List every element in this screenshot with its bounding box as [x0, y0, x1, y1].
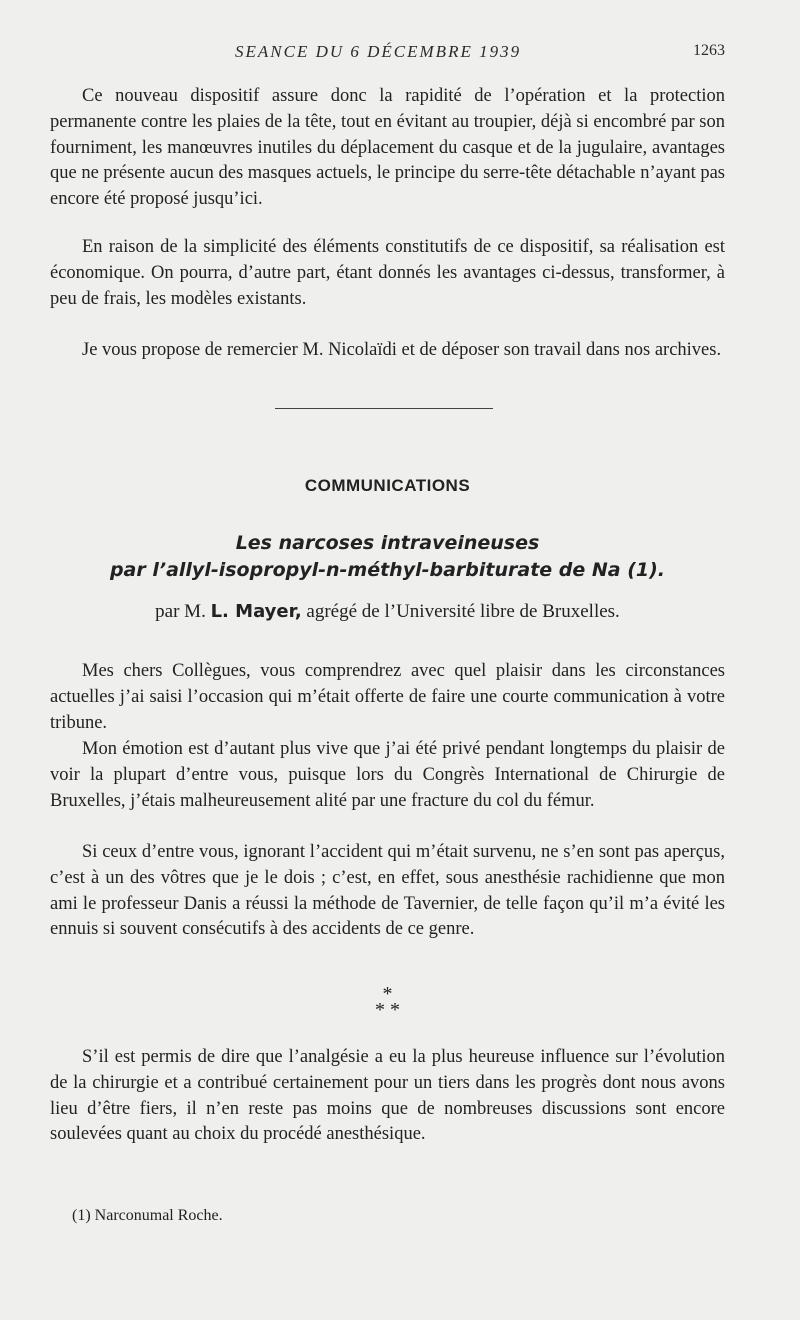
- paragraph-dispositif: Ce nouveau dispositif assure donc la rapidité de l’opération et la protection permanente contre les plaies de la tête, tout en évitant au troupier, déjà si encombré par son fourniment, les manœuvres inutiles du déplacement du casque et de la jugulaire, avantages que ne présente aucun des masques actuels, le principe du serre-tête détachable n’ayant pas encore été proposé jusqu’ici.: [50, 86, 725, 210]
- asterism-bottom: * *: [375, 999, 400, 1021]
- article-title: [50, 530, 725, 584]
- byline-prefix: par M.: [155, 601, 206, 622]
- running-head: [50, 42, 725, 64]
- paragraph-remerciement: Je vous propose de remercier M. Nicolaïdi et de déposer son travail dans nos archives.: [82, 340, 722, 360]
- author-name: L. Mayer,: [210, 601, 302, 622]
- section-divider: [275, 408, 493, 409]
- author-affiliation: agrégé de l’Université libre de Bruxelles.: [306, 601, 620, 622]
- paragraph-emotion: Mon émotion est d’autant plus vive que j’ai été privé pendant longtemps du plaisir de voir la plupart d’entre vous, puisque lors du Congrès International de Chirurgie de Bruxelles, j’étais malheureusement alité par une fracture du col du fémur.: [50, 739, 725, 811]
- article-title-line-1: Les narcoses intraveineuses: [235, 532, 540, 554]
- byline: [50, 601, 725, 623]
- section-heading: COMMUNICATIONS: [304, 476, 471, 495]
- page-number: 1263: [693, 42, 725, 59]
- paragraph-salutation: Mes chers Collègues, vous comprendrez avec quel plaisir dans les circonstances actuelles j’ai saisi l’occasion qui m’était offerte de faire une courte communication à votre tribune.: [50, 661, 725, 733]
- running-head-title: SEANCE DU 6 DÉCEMBRE 1939: [235, 42, 522, 61]
- document-page: [50, 0, 725, 1320]
- asterism-top: *: [382, 983, 393, 1005]
- article-title-line-2: par l’allyl-isopropyl-n-méthyl-barbiturate de Na (1).: [109, 559, 666, 581]
- footnote: (1) Narconumal Roche.: [72, 1207, 223, 1224]
- asterism: [50, 983, 725, 1021]
- paragraph-realisation: En raison de la simplicité des éléments constitutifs de ce dispositif, sa réalisation est économique. On pourra, d’autre part, étant donnés les avantages ci-dessus, transformer, à peu de frais, les modèles existants.: [50, 237, 725, 309]
- paragraph-anesthesie: Si ceux d’entre vous, ignorant l’accident qui m’était survenu, ne s’en sont pas aperçus, c’est à un des vôtres que je le dois ; c’est, en effet, sous anesthésie rachidienne que mon ami le professeur Danis a réussi la méthode de Tavernier, de telle façon qu’il m’a évité les ennuis si souvent consécutifs à des accidents de ce genre.: [50, 842, 725, 940]
- paragraph-analgesie: S’il est permis de dire que l’analgésie a eu la plus heureuse influence sur l’évolution de la chirurgie et a contribué certainement pour un tiers dans les progrès dont nous avons lieu d’être fiers, il n’en reste pas moins que de nombreuses discussions sont encore soulevées quant au choix du procédé anesthésique.: [50, 1047, 725, 1145]
